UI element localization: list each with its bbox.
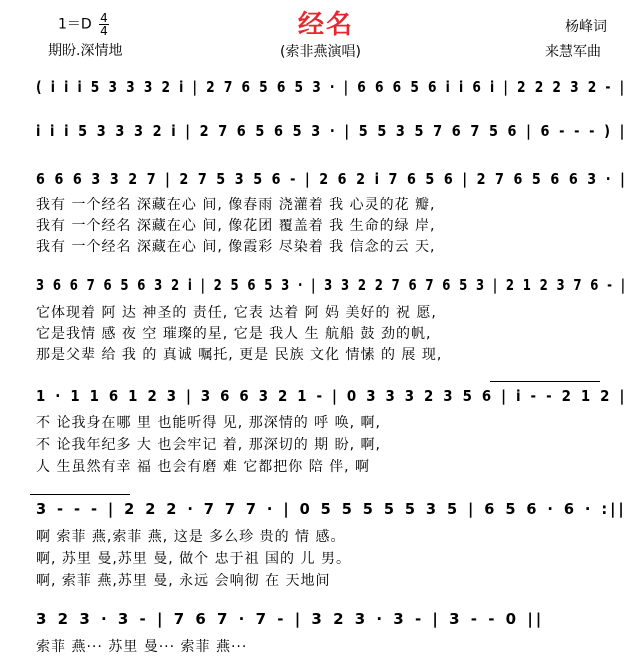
notation-line-7: 3 2 3 · 3 - | 7 6 7 · 7 - | 3 2 3 · 3 - | 3 - - 0 ||	[36, 610, 545, 628]
slur-mark	[490, 381, 600, 382]
lyric-verse-2-line-5: 不 论我年纪多 大 也会牢记 着, 那深切的 期 盼, 啊,	[36, 437, 381, 453]
song-title: 经名	[298, 10, 355, 40]
notation-line-6: 3 - - - | 2 2 2 · 7 7 7 · | 0 5 5 5 5 5 3 5 | 6 5 6 · 6 · :||	[36, 500, 627, 518]
lyric-verse-3-line-6: 啊, 索菲 燕,苏里 曼, 永远 会响彻 在 天地间	[36, 573, 331, 589]
lyric-verse-3-line-5: 人 生虽然有幸 福 也会有磨 难 它都把你 陪 伴, 啊	[36, 459, 371, 475]
lyric-verse-3-line-3: 我有 一个经名 深藏在心 间, 像霞彩 尽染着 我 信念的云 天,	[36, 239, 436, 255]
lyric-verse-2-line-4: 它是我情 感 夜 空 璀璨的星, 它是 我人 生 航船 鼓 劲的帆,	[36, 326, 432, 342]
time-signature	[99, 12, 109, 37]
lyric-verse-1-line-3: 我有 一个经名 深藏在心 间, 像春雨 浇灌着 我 心灵的花 瓣,	[36, 197, 436, 213]
slur-mark	[30, 494, 130, 495]
performer-note: (索非燕演唱)	[280, 44, 361, 60]
key-label: 1＝D	[58, 16, 92, 33]
lyric-verse-1-line-6: 啊 索菲 燕,索菲 燕, 这是 多么珍 贵的 情 感。	[36, 529, 346, 545]
notation-line-1: ( i i i 5 3 3 3 2 i | 2 7 6 5 6 5 3 · | 6 6 6 5 6 i i 6 i | 2 2 2 3 2 - |	[36, 78, 627, 96]
lyricist-credit: 杨峰词	[565, 19, 607, 35]
lyric-verse-1-line-4: 它体现着 阿 达 神圣的 责任, 它表 达着 阿 妈 美好的 祝 愿,	[36, 305, 437, 321]
lyric-line-7: 索菲 燕··· 苏里 曼··· 索菲 燕···	[36, 639, 248, 655]
notation-line-5: 1 · 1 1 6 1 2 3 | 3 6 6 3 2 1 - | 0 3 3 3 2 3 5 6 | i - - 2 1 2 |	[36, 387, 627, 405]
key-signature	[58, 12, 109, 37]
notation-line-2: i i i 5 3 3 3 2 i | 2 7 6 5 6 5 3 · | 5 5 3 5 7 6 7 5 6 | 6 - - - ) |	[36, 122, 627, 140]
lyric-verse-1-line-5: 不 论我身在哪 里 也能听得 见, 那深情的 呼 唤, 啊,	[36, 415, 381, 431]
lyric-verse-3-line-4: 那是父辈 给 我 的 真诚 嘱托, 更是 民族 文化 情愫 的 展 现,	[36, 347, 443, 363]
lyric-verse-2-line-3: 我有 一个经名 深藏在心 间, 像花团 覆盖着 我 生命的绿 岸,	[36, 218, 436, 234]
time-signature-top: 4	[100, 11, 108, 25]
composer-credit: 来慧军曲	[545, 44, 601, 60]
notation-line-4: 3 6 6 7 6 5 6 3 2 i | 2 5 6 5 3 · | 3 3 2 2 7 6 7 6 5 3 | 2 1 2 3 7 6 - |	[36, 276, 628, 294]
tempo-mood: 期盼.深情地	[48, 43, 123, 59]
time-signature-bottom: 4	[100, 24, 108, 38]
notation-line-3: 6 6 6 3 3 2 7 | 2 7 5 3 5 6 - | 2 6 2 i 7 6 5 6 | 2 7 6 5 6 6 3 · |	[36, 170, 628, 188]
lyric-verse-2-line-6: 啊, 苏里 曼,苏里 曼, 做个 忠于祖 国的 儿 男。	[36, 551, 351, 567]
